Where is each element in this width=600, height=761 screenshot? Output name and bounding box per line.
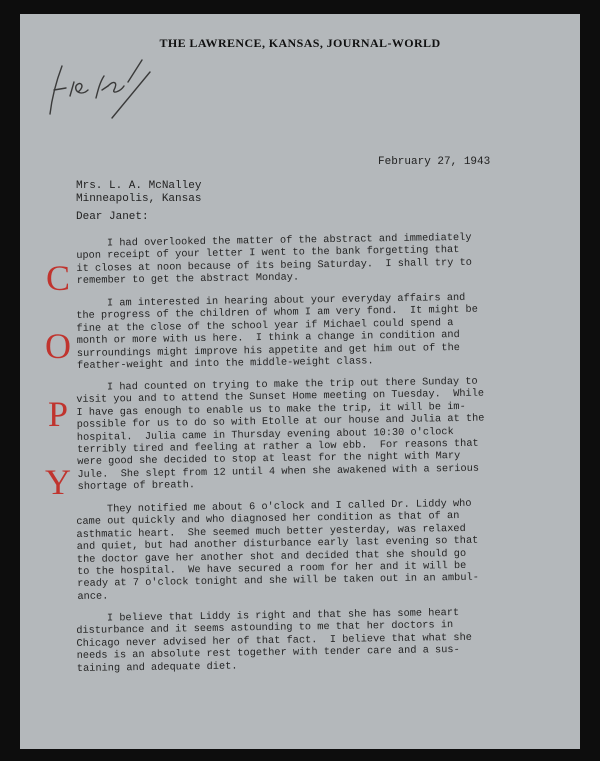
copy-letter-p: P — [47, 394, 69, 434]
copy-stamp — [40, 260, 80, 532]
paragraph: I believe that Liddy is right and that she has some heart disturbance and it seems astounding to me that her doctors in Chicago never advised her of that fact. I believe that what she needs is an absolute rest together with tender care and a sus- taining and adequate diet. — [76, 606, 472, 675]
letter-page — [20, 14, 580, 749]
salutation: Dear Janet: — [76, 211, 149, 223]
letterhead: THE LAWRENCE, KANSAS, JOURNAL-WORLD — [159, 36, 441, 50]
paragraph: I had counted on trying to make the trip out there Sunday to visit you and to attend the Sunset Home meeting on Tuesday. While I have gas enough to enable us to make the trip, it will be im- possible for us to do so with Etolle at our house and Julia at the hospital. Julia came in Thursday evening about 10:30 o'clock terribly tired and feeling at rather a low ebb. For reasons that were good she decided to stop at least for the night with Mary Jule. She slept from 12 until 4 when she awakened with a serious shortage of breath. — [76, 375, 485, 494]
copy-letter-o: O — [45, 326, 71, 366]
letter-date: February 27, 1943 — [378, 156, 491, 168]
recipient-city: Minneapolis, Kansas — [76, 193, 202, 205]
paragraph: I had overlooked the matter of the abstract and immediately upon receipt of your letter I went to the bank forgetting that it closes at noon because of its being Saturday. I shall try to remember to get the abstract Monday. — [76, 231, 472, 288]
recipient-address — [76, 180, 201, 206]
copy-letter-c: C — [45, 258, 70, 298]
paragraph: They notified me about 6 o'clock and I called Dr. Liddy who came out quickly and who diagnosed her condition as that of an asthmatic heart. She seemed much better yesterday, was relaxed and quiet, but had another disturbance early last evening so that the doctor gave her another shot and decided that she should go to the hospital. We have secured a room for her and it will be ready at 7 o'clock tonight and she will be taken out in an ambul- ance. — [76, 497, 479, 603]
copy-letter-y: Y — [45, 462, 71, 502]
pencil-annotation — [42, 52, 152, 127]
letter-body — [76, 231, 526, 685]
paragraph: I am interested in hearing about your everyday affairs and the progress of the children of whom I am very fond. It might be fine at the close of the school year if Michael could spend a month or more with us here. I think a change in condition and surroundings might improve his appetite and get him out of the feather-weight and into the middle-weight class. — [76, 291, 478, 372]
recipient-name: Mrs. L. A. McNalley — [76, 180, 202, 192]
